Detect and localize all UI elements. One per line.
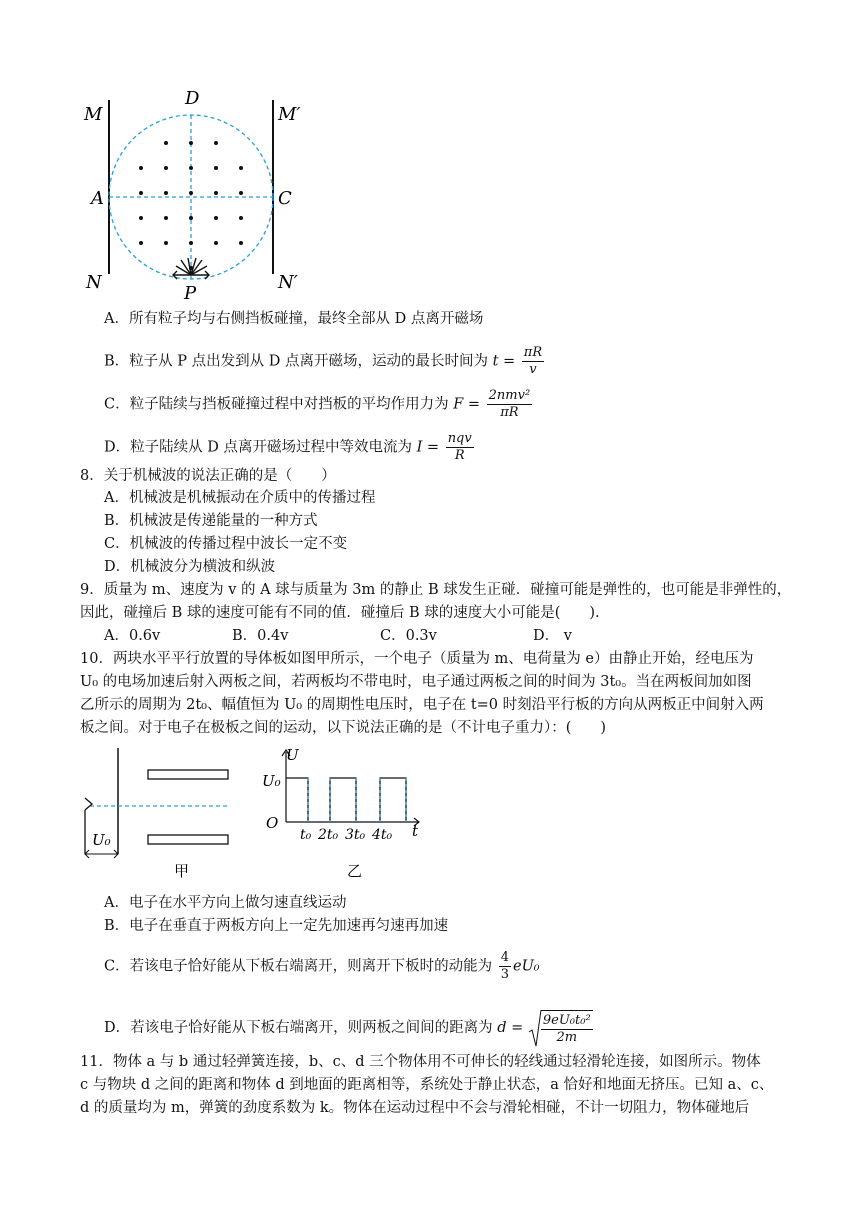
q8-option-c: C．机械波的传播过程中波长一定不变 bbox=[104, 536, 348, 552]
q10-stem-line2: U₀ 的电场加速后射入两板之间，若两板均不带电时，电子通过两板之间的时间为 3t₀。当在两板间加如图 bbox=[80, 674, 752, 690]
q9-option-b: B．0.4v bbox=[232, 628, 289, 644]
label-A: A bbox=[91, 188, 104, 209]
q11-stem-line2: c 与物块 d 之间的距离和物体 d 到地面的距离相等，系统处于静止状态，a 恰好和地面无挤压。已知 a、c、 bbox=[80, 1077, 774, 1093]
q9-option-d: D． v bbox=[533, 628, 572, 644]
q10-option-c-text: C．若该电子恰好能从下板右端离开，则离开下板时的动能为 bbox=[104, 958, 493, 975]
field-dot bbox=[239, 216, 243, 220]
q9-stem-line1: 9．质量为 m、速度为 v 的 A 球与质量为 3m 的静止 B 球发生正碰．碰撞可能是弹性的，也可能是非弹性的， bbox=[80, 582, 792, 598]
figure-jia-plates bbox=[80, 744, 240, 882]
q10-option-d-text: D．若该电子恰好能从下板右端离开，则两板之间间的距离为 bbox=[104, 1020, 493, 1036]
fig-yi-axis-t: t bbox=[412, 822, 419, 840]
q8-option-b: B．机械波是传递能量的一种方式 bbox=[104, 513, 318, 529]
q8-option-d: D．机械波分为横波和纵波 bbox=[104, 559, 276, 575]
q9-option-a: A．0.6v bbox=[104, 628, 161, 644]
fraction-denominator: v bbox=[529, 362, 537, 377]
fig-yi-tick: t₀ bbox=[300, 827, 312, 843]
q7-option-c-fraction bbox=[487, 388, 533, 421]
q10-stem-line1: 10．两块水平平行放置的导体板如图甲所示，一个电子（质量为 m、电荷量为 e）由静止开始，经电压为 bbox=[80, 651, 754, 667]
fraction-denominator: 2m bbox=[556, 1030, 578, 1045]
fig-yi-tick: 3t₀ bbox=[345, 827, 366, 843]
q7-option-d bbox=[104, 431, 476, 464]
field-dot bbox=[189, 241, 193, 245]
q9-option-c: C．0.3v bbox=[380, 628, 437, 644]
q10-option-d-lhs: d = bbox=[497, 1020, 524, 1036]
label-M-prime: M′ bbox=[278, 104, 301, 125]
fig-yi-origin: O bbox=[266, 814, 279, 832]
label-C: C bbox=[278, 188, 292, 209]
q10-stem-line3: 乙所示的周期为 2t₀、幅值恒为 U₀ 的周期性电压时，电子在 t=0 时刻沿平行板的方向从两板正中间射入两 bbox=[80, 697, 764, 713]
fig-yi-caption: 乙 bbox=[347, 862, 363, 880]
fraction-numerator: πR bbox=[523, 345, 543, 360]
q11-stem-line3: d 的质量均为 m，弹簧的劲度系数为 k。物体在运动过程中不会与滑轮相碰，不计一切阻力，物体碰地后 bbox=[80, 1100, 750, 1116]
q10-option-a: A．电子在水平方向上做匀速直线运动 bbox=[104, 895, 347, 911]
q8-stem: 8．关于机械波的说法正确的是（ ） bbox=[80, 468, 336, 484]
q8-option-a: A．机械波是机械振动在介质中的传播过程 bbox=[104, 490, 376, 506]
magnetic-field-figure bbox=[80, 82, 310, 304]
q10-option-c-suffix: eU₀ bbox=[512, 958, 540, 975]
label-N: N bbox=[86, 272, 102, 293]
fig-jia-caption: 甲 bbox=[174, 862, 190, 880]
field-dot bbox=[139, 241, 143, 245]
field-dot bbox=[139, 216, 143, 220]
field-dot bbox=[164, 191, 168, 195]
field-dot bbox=[214, 241, 218, 245]
fig-yi-tick: 4t₀ bbox=[372, 827, 393, 843]
fraction-denominator: R bbox=[454, 448, 465, 463]
figure-yi-voltage-graph bbox=[256, 744, 436, 882]
label-P: P bbox=[184, 283, 197, 304]
label-D: D bbox=[185, 88, 200, 109]
q7-option-c-lhs: F = bbox=[453, 396, 481, 413]
field-dot bbox=[214, 141, 218, 145]
q7-option-d-lhs: I = bbox=[416, 439, 440, 456]
fig-jia-u0-label: U₀ bbox=[92, 831, 111, 849]
field-dot bbox=[139, 166, 143, 170]
fraction-numerator: 2nmv² bbox=[488, 388, 531, 403]
field-dot bbox=[189, 166, 193, 170]
q10-option-b: B．电子在垂直于两板方向上一定先加速再匀速再加速 bbox=[104, 918, 449, 934]
q7-option-b-lhs: t = bbox=[492, 353, 516, 370]
field-dot bbox=[189, 141, 193, 145]
field-dot bbox=[164, 166, 168, 170]
q7-option-b bbox=[104, 345, 546, 378]
q10-option-d-fraction bbox=[541, 1010, 593, 1046]
label-N-prime: N′ bbox=[278, 272, 298, 293]
q7-option-c bbox=[104, 388, 534, 421]
q10-option-c-fraction bbox=[499, 950, 511, 983]
field-dot bbox=[189, 191, 193, 195]
fraction-denominator: πR bbox=[500, 405, 519, 420]
field-dot bbox=[214, 166, 218, 170]
q10-option-c bbox=[104, 950, 540, 983]
field-dot bbox=[164, 216, 168, 220]
q7-option-d-fraction bbox=[446, 431, 474, 464]
fraction-denominator: 3 bbox=[500, 967, 509, 982]
fig-yi-u0-label: U₀ bbox=[262, 772, 281, 790]
q7-option-b-fraction bbox=[522, 345, 544, 378]
q9-stem-line2: 因此，碰撞后 B 球的速度可能有不同的值．碰撞后 B 球的速度大小可能是( ). bbox=[80, 605, 600, 621]
label-M: M bbox=[84, 104, 103, 125]
field-dot bbox=[139, 191, 143, 195]
field-dot bbox=[214, 191, 218, 195]
q11-stem-line1: 11．物体 a 与 b 通过轻弹簧连接，b、c、d 三个物体用不可伸长的轻线通过轻滑轮连接，如图所示。物体 bbox=[80, 1054, 761, 1070]
square-root bbox=[528, 1008, 595, 1048]
fraction-numerator: 4 bbox=[500, 950, 509, 965]
field-dot bbox=[214, 216, 218, 220]
field-dot bbox=[239, 166, 243, 170]
fig-yi-axis-u: U bbox=[286, 746, 299, 764]
fraction-numerator: 9eU₀t₀² bbox=[542, 1013, 591, 1028]
field-dot bbox=[164, 241, 168, 245]
field-dot bbox=[239, 191, 243, 195]
q7-option-d-text: D．粒子陆续从 D 点离开磁场过程中等效电流为 bbox=[104, 439, 412, 456]
q7-option-b-text: B．粒子从 P 点出发到从 D 点离开磁场，运动的最长时间为 bbox=[104, 353, 488, 370]
field-dot bbox=[189, 216, 193, 220]
q10-option-d bbox=[104, 1008, 595, 1048]
fig-yi-tick: 2t₀ bbox=[318, 827, 339, 843]
fraction-numerator: nqv bbox=[447, 431, 472, 446]
q10-stem-line4: 板之间。对于电子在极板之间的运动，以下说法正确的是（不计电子重力）：( ) bbox=[80, 720, 607, 736]
q7-option-a: A．所有粒子均与右侧挡板碰撞，最终全部从 D 点离开磁场 bbox=[104, 311, 484, 327]
field-dot bbox=[239, 241, 243, 245]
field-dot bbox=[164, 141, 168, 145]
q7-option-c-text: C．粒子陆续与挡板碰撞过程中对挡板的平均作用力为 bbox=[104, 396, 449, 413]
